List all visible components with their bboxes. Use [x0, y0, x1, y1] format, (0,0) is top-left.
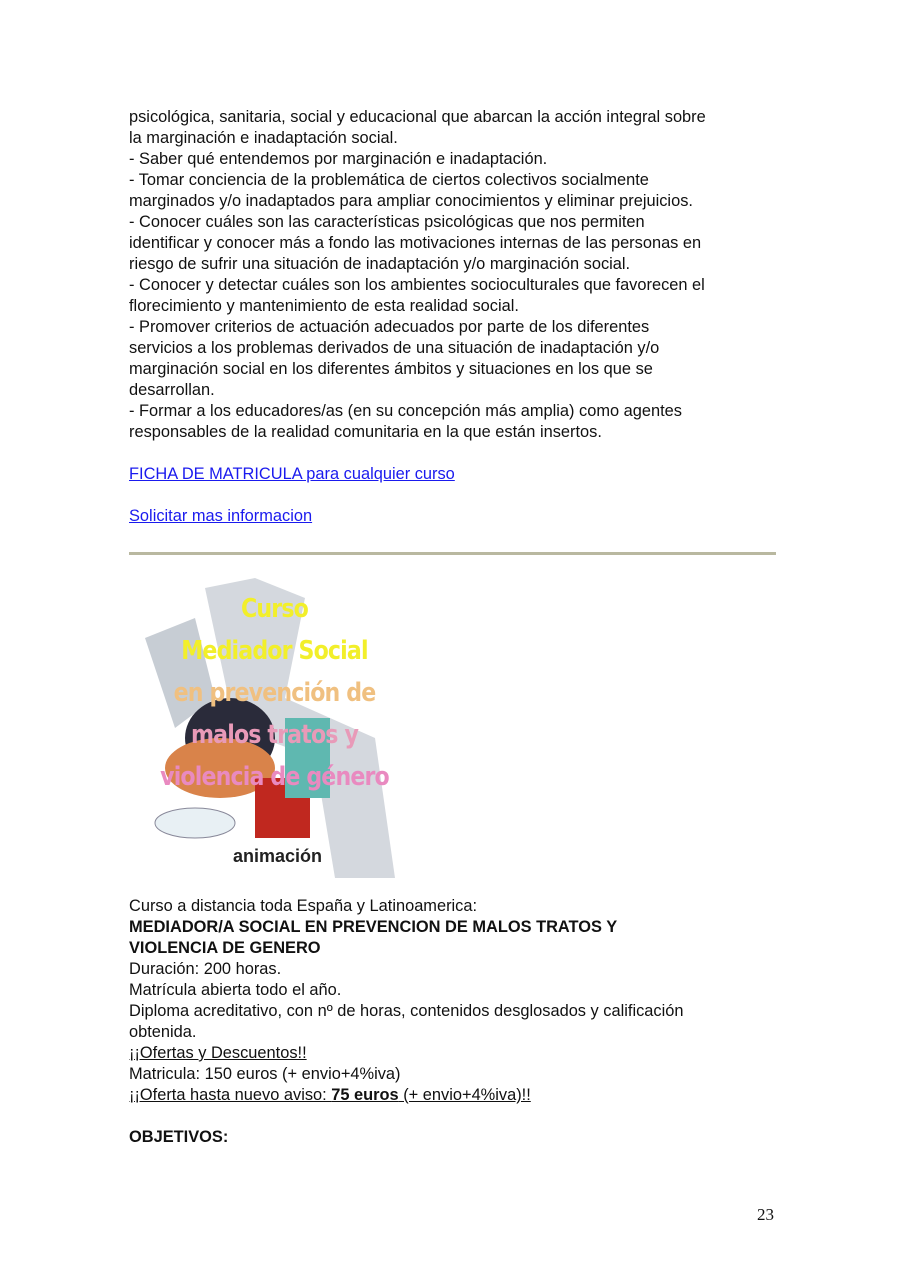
- text-line: florecimiento y mantenimiento de esta realidad social.: [129, 297, 519, 315]
- animacion-logo: animación: [230, 846, 325, 867]
- text-line: - Saber qué entendemos por marginación e inadaptación.: [129, 150, 548, 168]
- text-line: psicológica, sanitaria, social y educacional que abarcan la acción integral sobre: [129, 108, 706, 126]
- banner-line: en prevención de: [173, 678, 376, 708]
- text-line: identificar y conocer más a fondo las motivaciones internas de las personas en: [129, 234, 702, 252]
- course-intro: Curso a distancia toda España y Latinoamerica:: [129, 897, 478, 915]
- text-line: marginación social en los diferentes ámbitos y situaciones en los que se: [129, 360, 653, 378]
- course-enrollment: Matrícula abierta todo el año.: [129, 981, 342, 999]
- text-line: - Tomar conciencia de la problemática de ciertos colectivos socialmente: [129, 171, 649, 189]
- text-line: - Conocer y detectar cuáles son los ambientes socioculturales que favorecen el: [129, 276, 705, 294]
- text-line: marginados y/o inadaptados para ampliar conocimientos y eliminar prejuicios.: [129, 192, 693, 210]
- text-line: - Conocer cuáles son las características psicológicas que nos permiten: [129, 213, 645, 231]
- enrollment-form-link[interactable]: FICHA DE MATRICULA para cualquier curso: [129, 465, 455, 483]
- text-line: desarrollan.: [129, 381, 215, 399]
- course-title: VIOLENCIA DE GENERO: [129, 939, 321, 957]
- horizontal-divider: [129, 552, 776, 555]
- offer-prefix: ¡¡Oferta hasta nuevo aviso:: [129, 1086, 332, 1104]
- text-line: - Formar a los educadores/as (en su concepción más amplia) como agentes: [129, 402, 682, 420]
- course-duration: Duración: 200 horas.: [129, 960, 282, 978]
- objectives-heading: OBJETIVOS:: [129, 1128, 229, 1146]
- banner-line: malos tratos y: [190, 720, 359, 750]
- request-info-link[interactable]: Solicitar mas informacion: [129, 507, 313, 525]
- course-banner-image: [135, 578, 414, 880]
- text-line: la marginación e inadaptación social.: [129, 129, 398, 147]
- offer-suffix: (+ envio+4%iva)!!: [398, 1086, 531, 1104]
- offer-text: [129, 1086, 531, 1104]
- banner-line: Mediador Social: [181, 636, 368, 666]
- links: [129, 464, 789, 527]
- offer-price: 75 euros: [331, 1086, 399, 1104]
- page-number: 23: [757, 1205, 774, 1224]
- text-line: riesgo de sufrir una situación de inadaptación y/o marginación social.: [129, 255, 631, 273]
- course-price: Matricula: 150 euros (+ envio+4%iva): [129, 1065, 401, 1083]
- course-details: [129, 896, 789, 1148]
- banner-line: Curso: [241, 594, 308, 624]
- text-line: - Promover criterios de actuación adecuados por parte de los diferentes: [129, 318, 650, 336]
- banner-line: violencia de género: [160, 762, 389, 792]
- course-diploma: Diploma acreditativo, con nº de horas, contenidos desglosados y calificación: [129, 1002, 684, 1020]
- text-line: responsables de la realidad comunitaria en la que están insertos.: [129, 423, 602, 441]
- offers-text: ¡¡Ofertas y Descuentos!!: [129, 1044, 307, 1062]
- course-title: MEDIADOR/A SOCIAL EN PREVENCION DE MALOS TRATOS Y: [129, 918, 618, 936]
- course-diploma: obtenida.: [129, 1023, 197, 1041]
- intro-paragraph: [129, 107, 789, 443]
- text-line: servicios a los problemas derivados de una situación de inadaptación y/o: [129, 339, 660, 357]
